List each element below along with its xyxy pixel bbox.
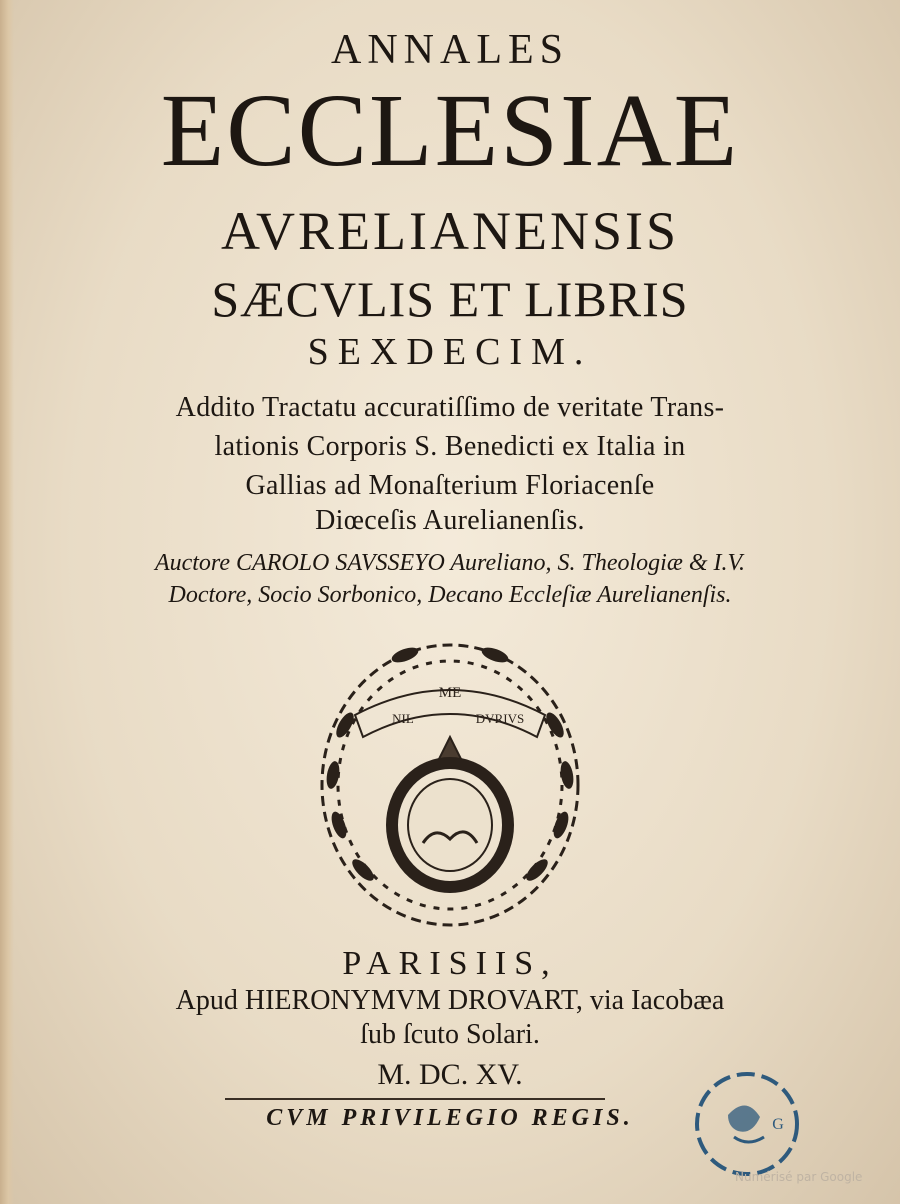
title-line-sexdecim: SEXDECIM. xyxy=(307,331,593,373)
printer-emblem-wreath xyxy=(305,625,595,940)
imprint-publisher: Apud HIERONYMVM DROVART, via Iacobæa xyxy=(175,985,725,1016)
author-line: Auctore CAROLO SAVSSEYO Aureliano, S. Theologiæ & I.V. xyxy=(154,550,746,576)
subtitle-line: Diœceſis Aurelianenſis. xyxy=(315,505,585,536)
subtitle-line: lationis Corporis S. Benedicti ex Italia in xyxy=(214,431,686,462)
title-line-ecclesiae: ECCLESIAE xyxy=(160,73,740,188)
emblem-motto-top: ME xyxy=(438,685,462,701)
stamp-letter: G xyxy=(772,1116,784,1133)
imprint-year: M. DC. XV. xyxy=(377,1058,523,1091)
subtitle-line: Gallias ad Monaſterium Floriacenſe xyxy=(245,470,655,501)
privilege-line: CVM PRIVILEGIO REGIS. xyxy=(266,1105,634,1131)
imprint-sign: ſub ſcuto Solari. xyxy=(360,1019,540,1050)
subtitle-line: Addito Tractatu accuratiſſimo de veritate Trans- xyxy=(175,392,725,423)
title-line-annales: ANNALES xyxy=(331,27,569,73)
title-line-saeculis: SÆCVLIS ET LIBRIS xyxy=(211,271,689,327)
divider-rule xyxy=(225,1098,605,1100)
emblem-motto-right: DVRIVS xyxy=(475,711,525,726)
imprint-city: PARISIIS, xyxy=(342,945,558,982)
author-line: Doctore, Socio Sorbonico, Decano Eccleſiæ Aurelianenſis. xyxy=(168,582,732,608)
library-stamp xyxy=(688,1065,806,1183)
emblem-motto-left: NIL xyxy=(392,711,414,726)
digitization-watermark: Numérisé par Google xyxy=(735,1170,863,1184)
title-line-aurelianensis: AVRELIANENSIS xyxy=(220,201,680,261)
